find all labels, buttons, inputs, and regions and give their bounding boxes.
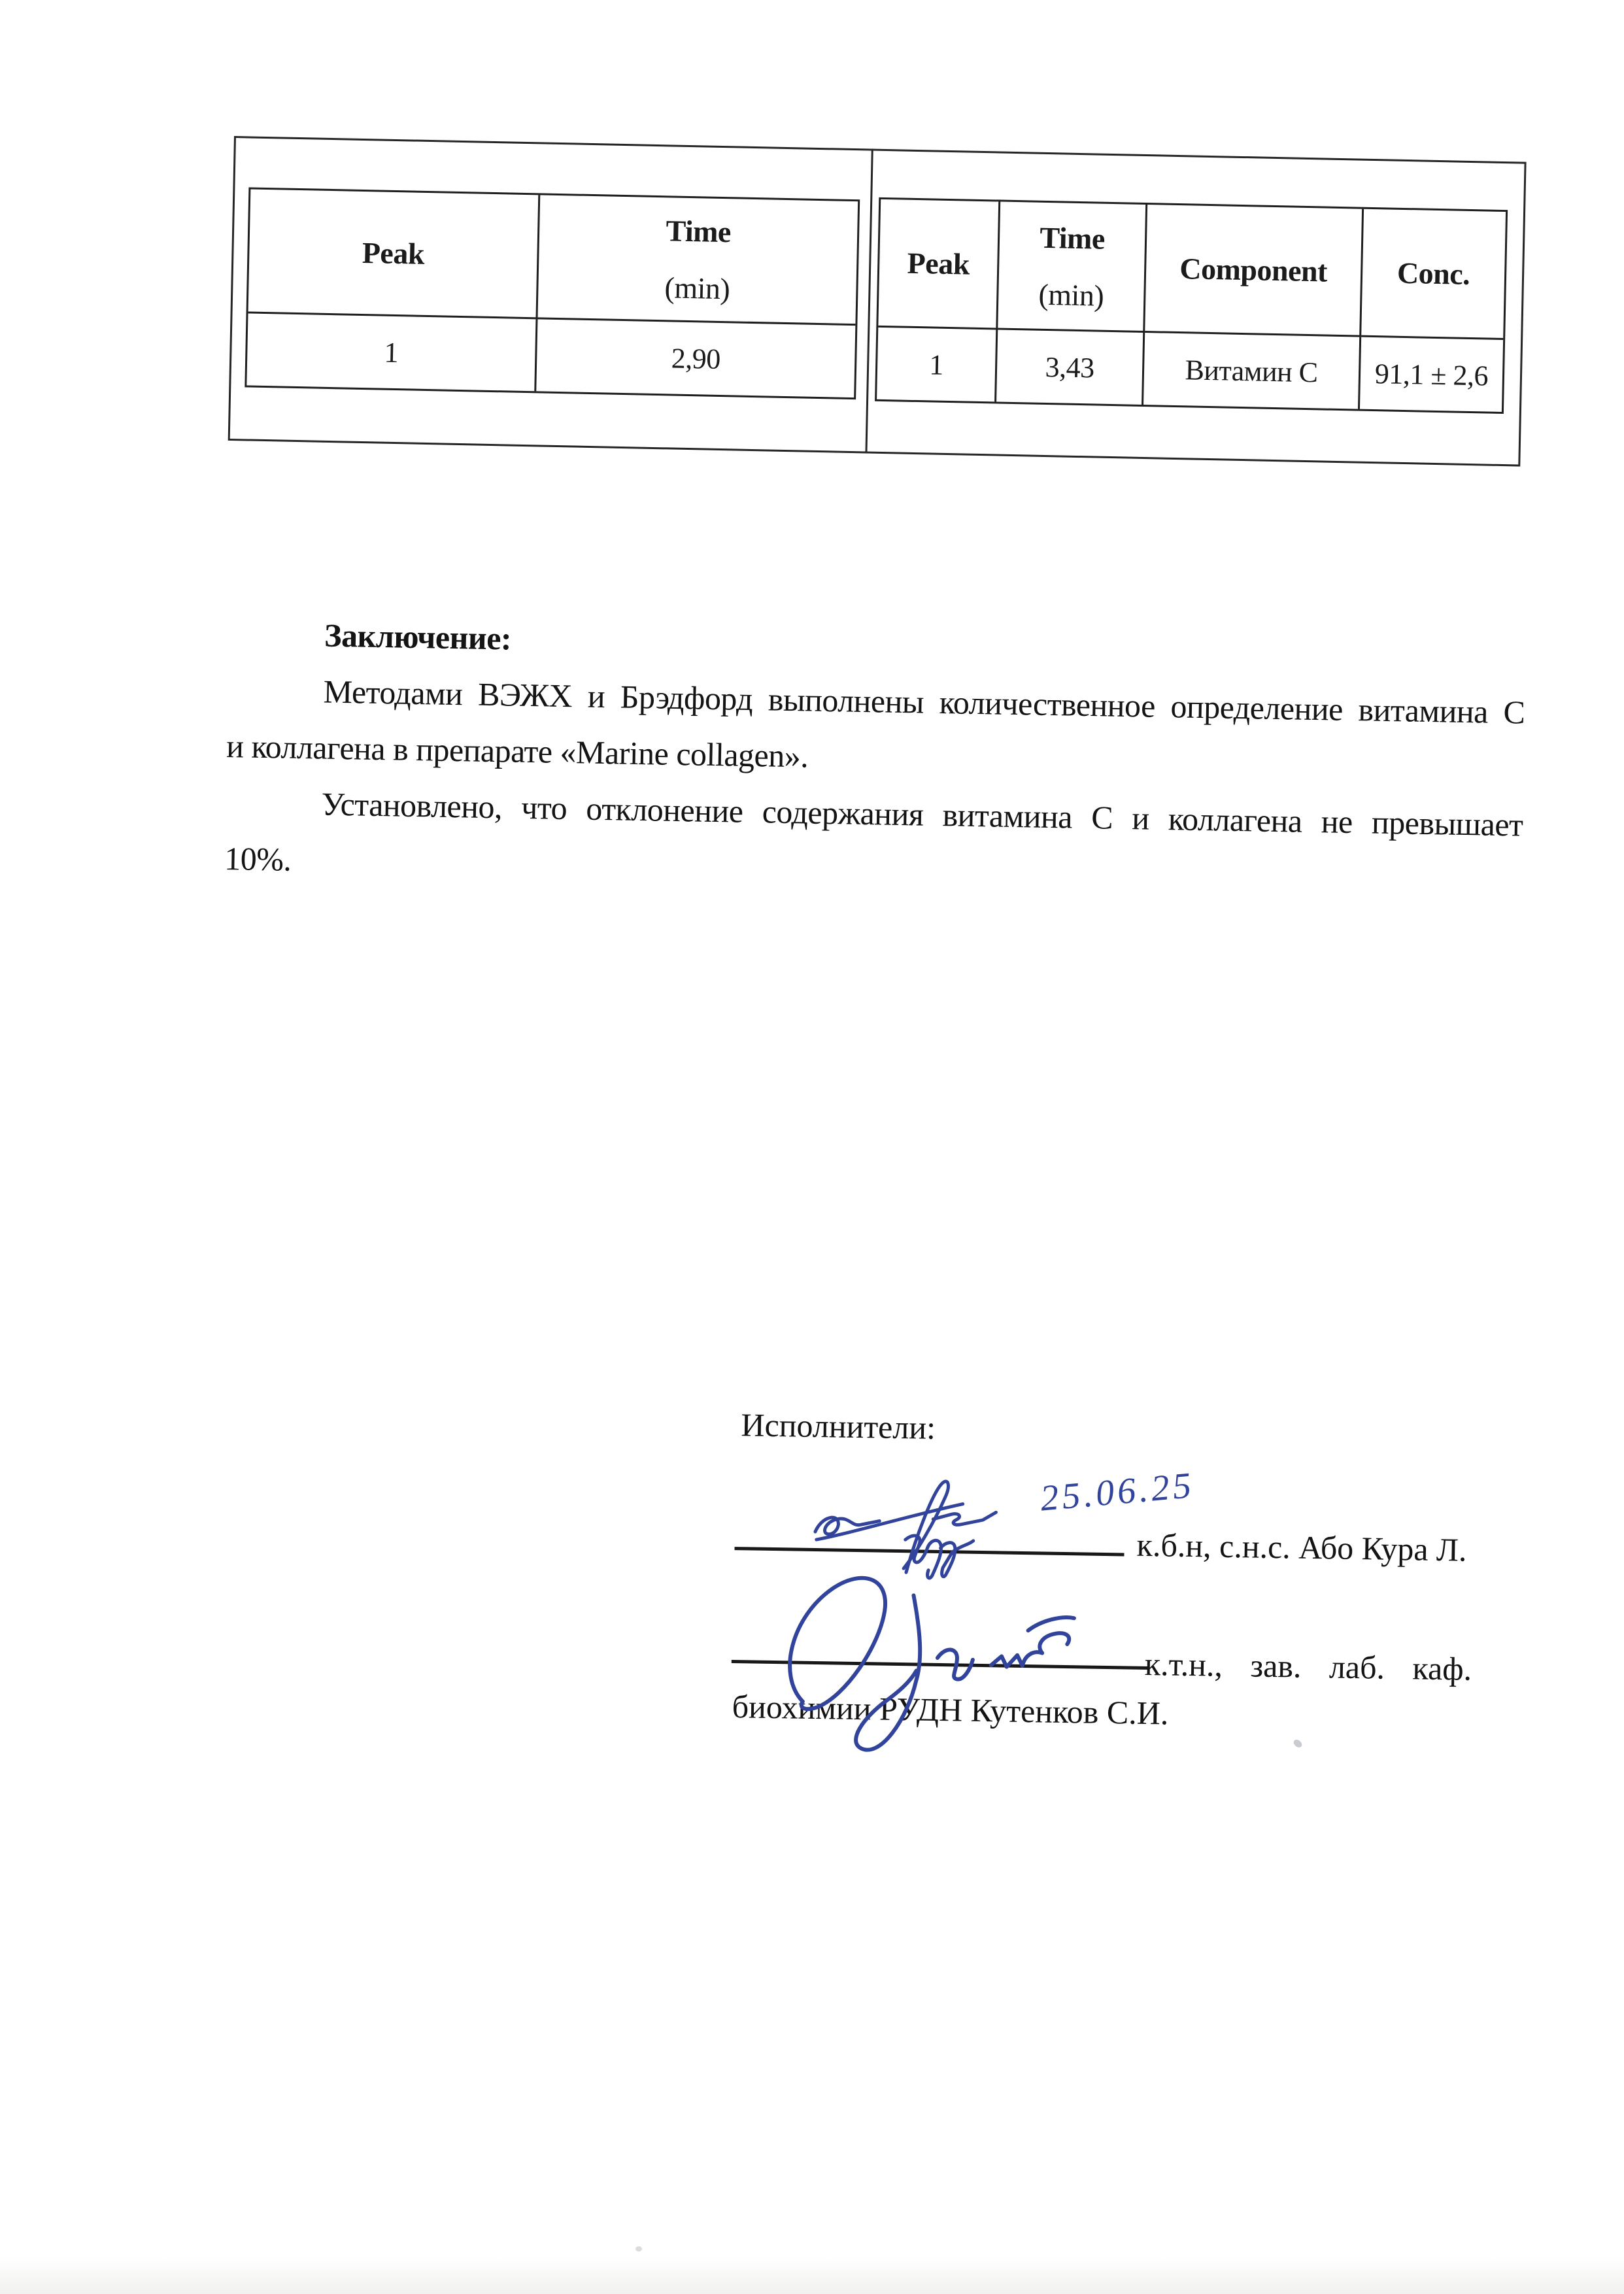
left-table-header-peak — [248, 190, 541, 320]
right-table-header-component — [1145, 205, 1364, 337]
header-peak-label: Peak — [907, 246, 970, 281]
header-peak-label: Peak — [362, 235, 425, 271]
handwritten-date: 25.06.25 — [1038, 1464, 1196, 1519]
right-table-cell-component: Витамин С — [1143, 333, 1361, 409]
signatures-section — [726, 1404, 1543, 1809]
conclusion-paragraph1-line2: и коллагена в препарате «Marine collagen». — [226, 727, 809, 775]
left-table-header-time — [537, 195, 858, 326]
scan-speck — [635, 2246, 642, 2252]
right-table-header-time — [998, 202, 1147, 333]
signature-1-ink — [775, 1454, 1000, 1581]
signatory-2-title-line1: к.т.н., зав. лаб. каф. — [1144, 1645, 1472, 1687]
conclusion-paragraph2-line2: 10%. — [224, 839, 292, 878]
signatory-1-title: к.б.н, с.н.с. Або Кура Л. — [1136, 1526, 1467, 1568]
header-time-label: Time — [1039, 220, 1106, 256]
results-tables-region — [228, 136, 1527, 467]
header-component-label: Component — [1179, 252, 1328, 288]
left-table-cell-time: 2,90 — [671, 341, 721, 375]
right-peak-table — [875, 197, 1508, 414]
conclusion-heading: Заключение: — [324, 616, 512, 657]
scan-bottom-shading — [0, 2257, 1624, 2294]
left-peak-table — [245, 187, 860, 399]
conclusion-section — [224, 605, 1526, 909]
header-time-units: (min) — [1038, 277, 1104, 312]
conclusion-paragraph1-line1: Методами ВЭЖХ и Брэдфорд выполнены количественное определение витамина С — [323, 673, 1525, 731]
right-table-header-peak — [878, 199, 1000, 330]
right-table-cell-conc: 91,1 ± 2,6 — [1374, 357, 1489, 392]
signature-2-ink — [739, 1563, 1083, 1771]
left-table-cell-peak: 1 — [246, 313, 537, 391]
signatory-2-title-line2: биохимии РУДН Кутенков С.И. — [732, 1688, 1169, 1732]
conclusion-paragraph2-line1: Установлено, что отклонение содержания витамина С и коллагена не превышает — [321, 785, 1523, 843]
header-time-label: Time — [666, 213, 732, 248]
right-table-header-conc — [1361, 209, 1506, 340]
header-time-units: (min) — [664, 270, 730, 305]
right-table-cell-time: 3,43 — [996, 330, 1145, 405]
header-conc-label: Conc. — [1396, 256, 1470, 291]
executors-heading: Исполнители: — [741, 1406, 936, 1446]
right-table-cell-peak: 1 — [877, 328, 998, 402]
